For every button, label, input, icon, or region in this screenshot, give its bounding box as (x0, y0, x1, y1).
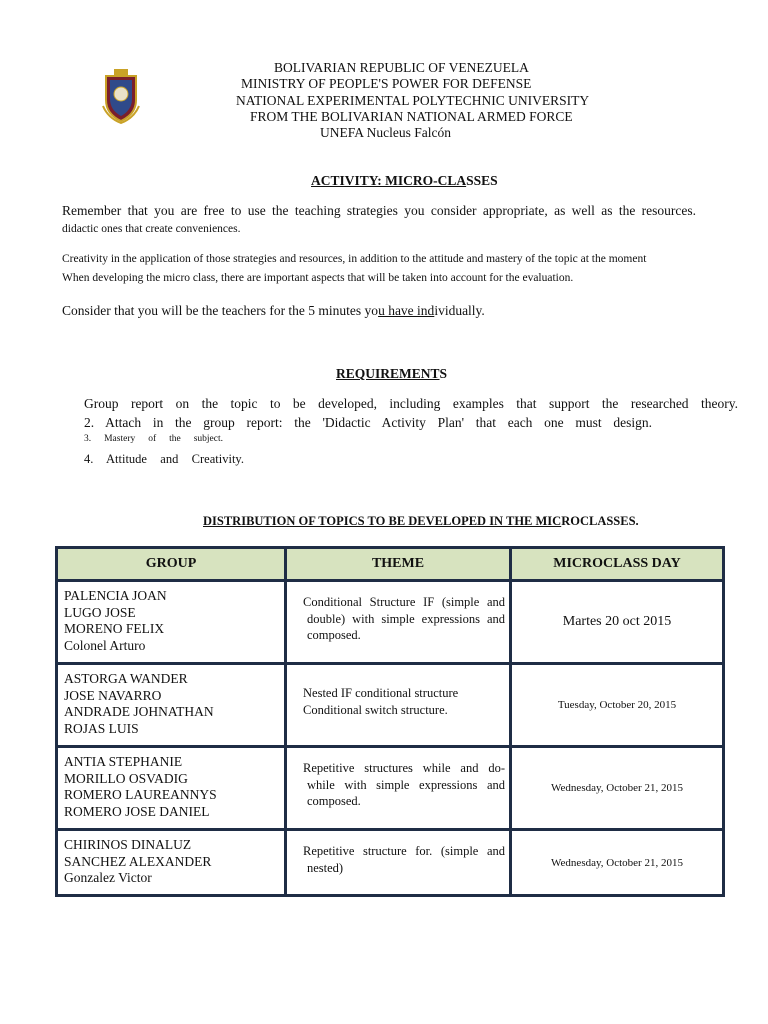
distribution-title-underlined: DISTRIBUTION OF TOPICS TO BE DEVELOPED IN THE MIC (203, 514, 562, 528)
table-header-row (57, 548, 724, 581)
theme-text: Repetitive structure for. (simple and nested) (303, 844, 505, 875)
criteria-paragraph-line-1: Creativity in the application of those strategies and resources, in addition to the attitude and mastery of the topic at the moment (62, 253, 647, 265)
student-name: ROJAS LUIS (64, 720, 139, 736)
student-name: ANTIA STEPHANIE (64, 754, 183, 769)
requirement-item-3: 3. Mastery of the subject. (84, 434, 223, 444)
table-row (57, 581, 724, 664)
header-microclass-day: MICROCLASS DAY (511, 548, 724, 581)
group-cell (57, 830, 286, 896)
teachers-paragraph-a: Consider that you will be the teachers for the 5 minutes yo (62, 303, 379, 318)
day-cell: Wednesday, October 21, 2015 (511, 830, 724, 896)
day-cell: Wednesday, October 21, 2015 (511, 747, 724, 830)
requirement-item-4: 4. Attitude and Creativity. (84, 452, 244, 466)
student-name: MORENO FELIX (64, 621, 165, 636)
theme-item (293, 760, 505, 810)
table-row (57, 664, 724, 747)
requirements-title (336, 366, 447, 382)
group-cell (57, 747, 286, 830)
group-cell (57, 581, 286, 664)
group-cell (57, 664, 286, 747)
criteria-paragraph-line-2: When developing the micro class, there are important aspects that will be taken into account for the evaluation. (62, 272, 574, 284)
theme-item (293, 702, 505, 719)
requirement-item-1: Group report on the topic to be developed, including examples that support the researched theory. (84, 396, 738, 411)
activity-title-underlined: ACTIVITY: MICRO-CLA (311, 173, 467, 188)
student-name: ANDRADE JOHNATHAN (64, 704, 214, 719)
theme-item (293, 594, 505, 644)
theme-cell (286, 664, 511, 747)
student-name: ASTORGA WANDER (64, 671, 188, 686)
teachers-paragraph-underlined: u have ind (378, 303, 435, 318)
theme-text: Conditional Structure IF (simple and double) with simple expressions and composed. (303, 595, 505, 642)
student-name: MORILLO OSVADIG (64, 770, 188, 786)
theme-item (293, 685, 505, 702)
requirements-title-underlined: REQUIREMENT (336, 366, 440, 381)
header-group: GROUP (57, 548, 286, 581)
distribution-title-rest: ROCLASSES. (561, 514, 639, 528)
student-name: ROMERO JOSE DANIEL (64, 803, 210, 819)
intro-paragraph-line-1: Remember that you are free to use the teaching strategies you consider appropriate, as well as the resources. (62, 203, 696, 218)
header-line-3: NATIONAL EXPERIMENTAL POLYTECHNIC UNIVERSITY (236, 93, 590, 108)
table-row (57, 747, 724, 830)
student-name: SANCHEZ ALEXANDER (64, 853, 212, 869)
header-line-2: MINISTRY OF PEOPLE'S POWER FOR DEFENSE (241, 76, 532, 91)
university-crest-logo (100, 66, 142, 124)
table-row (57, 830, 724, 896)
student-name: PALENCIA JOAN (64, 588, 167, 603)
activity-title-rest: SSES (466, 173, 498, 188)
topics-table (55, 546, 725, 897)
student-name: JOSE NAVARRO (64, 687, 162, 703)
student-name: Colonel Arturo (64, 637, 146, 653)
theme-text: Conditional switch structure. (303, 702, 448, 717)
student-name: ROMERO LAUREANNYS (64, 787, 217, 802)
teachers-paragraph (62, 303, 696, 319)
teachers-paragraph-c: ividually. (434, 303, 485, 318)
theme-cell (286, 581, 511, 664)
requirement-item-2: 2. Attach in the group report: the 'Didactic Activity Plan' that each one must design. (84, 415, 652, 430)
intro-paragraph-line-2: didactic ones that create conveniences. (62, 223, 241, 235)
day-cell: Tuesday, October 20, 2015 (511, 664, 724, 747)
requirements-title-rest: S (439, 366, 448, 381)
student-name: LUGO JOSE (64, 604, 136, 620)
header-line-5: UNEFA Nucleus Falcón (320, 125, 451, 140)
theme-text: Nested IF conditional structure (303, 686, 459, 700)
theme-cell (286, 830, 511, 896)
theme-cell (286, 747, 511, 830)
day-cell: Martes 20 oct 2015 (511, 581, 724, 664)
distribution-title (203, 514, 639, 529)
student-name: CHIRINOS DINALUZ (64, 837, 192, 852)
header-theme: THEME (286, 548, 511, 581)
header-line-1: BOLIVARIAN REPUBLIC OF VENEZUELA (274, 60, 529, 75)
student-name: Gonzalez Victor (64, 870, 152, 885)
header-line-4: FROM THE BOLIVARIAN NATIONAL ARMED FORCE (250, 109, 573, 124)
theme-text: Repetitive structures while and do-while with simple expressions and composed. (303, 761, 505, 808)
activity-title (311, 173, 498, 189)
theme-item (293, 843, 505, 876)
